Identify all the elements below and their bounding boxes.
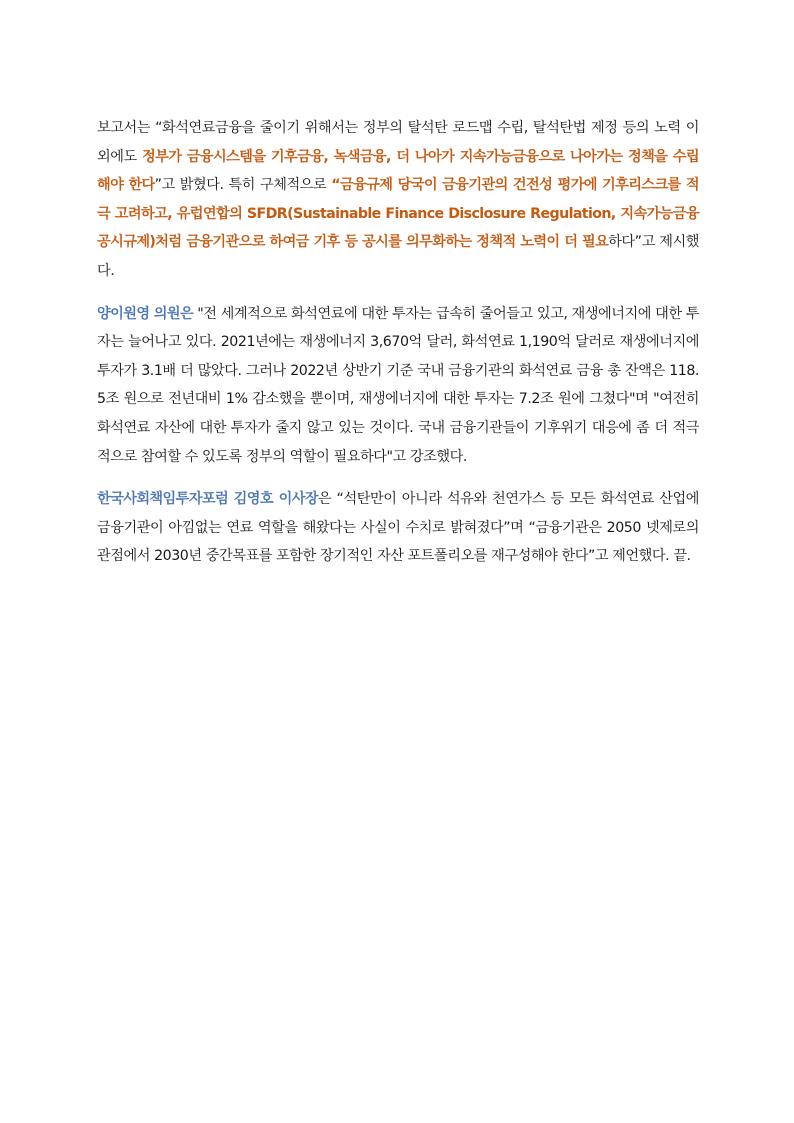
lawmaker-quote-text: "전 세계적으로 화석연료에 대한 투자는 급속히 줄어들고 있고, 재생에너지에 대한 투자는 늘어나고 있다. 2021년에는 재생에너지 3,670억 달러, 화석연료 1,190억 달러로 재생에너지에 투자가 3.1배 더 많았다. 그러나 2022년 상반기 기준 국내 금융기관의 화석연료 금융 총 잔액은 118.5조 원으로 전년대비 1% 감소했을 뿐이며, 재생에너지에 대한 투자는 7.2조 원에 그쳤다"며 "여전히 화석연료 자산에 대한 투자가 줄지 않고 있는 것이다. 국내 금융기관들이 기후위기 대응에 좀 더 적극적으로 참여할 수 있도록 정부의 역할이 필요하다"고 강조했다. <box>97 305 699 465</box>
report-intro-text: 보고서는 “화석연료금융을 줄이기 위해서는 정부의 탈석탄 로드맵 수립, 탈석탄법 제정 등의 노력 이외에도 <box>97 120 699 165</box>
highlight-regulation-statement: “금융규제 당국이 금융기관의 건전성 평가에 기후리스크를 적극 고려하고, 유럽연합의 SFDR(Sustainable Finance Disclosure Regulation, 지속가능금융공시규제)처럼 금융기관으로 하여금 기후 등 공시를 의무화하는 정책적 노력이 더 필요 <box>97 177 700 251</box>
speaker-name-lawmaker: 양이원영 의원은 <box>97 305 194 322</box>
document-body <box>97 114 699 585</box>
speaker-name-forum-chair: 한국사회책임투자포럼 김영호 이사장 <box>97 491 318 508</box>
paragraph-report-summary <box>97 114 699 286</box>
paragraph-forum-quote <box>97 485 699 571</box>
report-closing-text: 하다”고 제시했다. <box>97 234 699 279</box>
paragraph-lawmaker-quote <box>97 300 699 472</box>
report-connector-text: ”고 밝혔다. 특히 구체적으로 <box>154 177 332 194</box>
forum-quote-text: 은 “석탄만이 아니라 석유와 천연가스 등 모든 화석연료 산업에 금융기관이 아낌없는 연료 역할을 해왔다는 사실이 수치로 밝혀졌다”며 “금융기관은 2050 넷제로의 관점에서 2030년 중간목표를 포함한 장기적인 자산 포트폴리오를 재구성해야 한다”고 제언했다. 끝. <box>97 491 699 565</box>
highlight-policy-statement: 정부가 금융시스템을 기후금융, 녹색금융, 더 나아가 지속가능금융으로 나아가는 정책을 수립해야 한다 <box>97 148 699 194</box>
